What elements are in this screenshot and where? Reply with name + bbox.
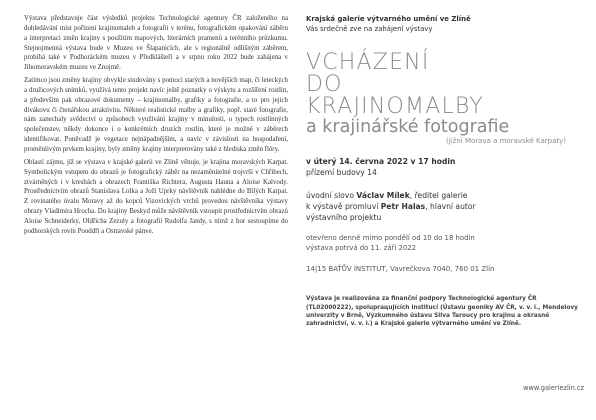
speaker-1-intro: úvodní slovo	[306, 191, 357, 200]
invitation-panel	[306, 14, 584, 329]
title-line-3: KRAJINOMALBY	[306, 94, 484, 119]
opening-hours	[306, 234, 584, 253]
gallery-name: Krajská galerie výtvarného umění ve Zlíně	[306, 15, 471, 23]
invite-text: Vás srdečně zve na zahájení výstavy	[306, 25, 433, 33]
funding-note: Výstava je realizována za finanční podpory Technologické agentury ČR (TL02000222), spoluprацujících institucí (Ústavu geoniky AV ČR, v. v. i., Mendelovy univerzity v Brně, Výzkumného ústavu Silva Taroucy pro krajinu a okrasné zahradnictví, v. v. i.) a Krajské galerie výtvarného umění ve Zlíně.	[306, 296, 578, 328]
exhibition-title	[306, 52, 584, 118]
hours-line-1: otevřeno denně mimo pondělí od 10 do 18 hodin	[306, 234, 475, 243]
speaker-2-line	[306, 202, 584, 213]
speaker-2-name: Petr Halas	[380, 201, 426, 211]
speaker-1-line	[306, 191, 584, 202]
speaker-1-name: Václav Mílek	[356, 191, 410, 200]
hours-line-2: výstava potrvá do 11. září 2022	[306, 243, 417, 252]
speakers	[306, 191, 584, 223]
paragraph-method: Zatímco jsou změny krajiny obvykle studovány s pomocí starých a novějších map, či leteckých a družicových snímků, využívá tento projekt navíc ještě poznatky o výskytu a rozšíření rostlin, a především pak obrazové dokumenty – krajinomalby, grafiky a fotografie, a to pro jejich divákovu či čtenářskou atraktivitu. Některé realistické malby a grafiky, popř. staré fotografie, nám zanechaly svědectví o způsobech využívání krajiny v minulosti, o typech rostlinných společenstev, někdy dokonce i o konkrétních druzích rostlin, které je možné v záběrech identifikovat. Poněvadž je vegetace nejnápadnějším, a navíc v závislosti na hospodaření, proměnlivým prvkem krajiny, byly změny krajiny interpretovány také z hlediska změn flóry.	[24, 77, 288, 153]
website-link[interactable]: www.galeriezlin.cz	[523, 384, 584, 392]
speaker-2-intro: k výstavě promluví	[306, 201, 381, 211]
paragraph-intro: Výstava představuje část výsledků projektu Technologické agentury ČR založeného na dohledávání míst pořízení krajinomaleb a fotografií v terénu, fotografickém opakování záběru a interpretaci změn krajiny s použitím mapových, literárních pramenů a terénního průzkumu. Stejnojmenná výstava bude v Muzeu ve Šlapanicích, ale s regionálně odlišným záběrem, probíhá také v Podhoráckém muzeu v Předklášteří a v srpnu roku 2022 bude zahájena v Jihomoravském muzeu ve Znojmě.	[24, 15, 288, 72]
exhibition-region: (jižní Morava a moravské Karpaty)	[446, 137, 566, 145]
speaker-1-role: , ředitel galerie	[409, 191, 468, 200]
title-line-2: DO	[306, 72, 343, 97]
exhibition-subtitle: a krajinářské fotografie	[306, 117, 510, 137]
speaker-2-role: , hlavní autor	[425, 201, 476, 211]
exhibition-description	[24, 14, 288, 240]
title-line-1: VCHÁZENÍ	[306, 50, 430, 75]
paragraph-region: Oblastí zájmu, jíž se výstava v krajské galerii ve Zlíně věnuje, je krajina moravských Karpat. Symbolickým vstupem do obrazů je fotografický záběr na nezaměnitelné trojvrší v Chřibech, ztvárněných i v kresbách a obrazech Františka Richtera, Augusta Hauna a Aloise Kalvody. Prostřednictvím obrazů Stanislava Lolka a Joži Uprky návštěvník nahlédne do Bílých Karpat. Z rovinatého úvalu Moravy až do kopců Vizovických vrchů provedou návštěvníka výstavy obrazy Vladimíra Hrocha. Do krajiny Beskyd může návštěvník vstoupit prostřednictvím obrazů Aloise Schneiderky, Oldřicha Zezuly a fotografií Rudolfa Jandy, s nímž z hor sestoupíme do podhorských rovin Pooddří a Ostravské pánve.	[24, 158, 288, 235]
venue-address: 14|15 BAŤŮV INSTITUT, Vavrečkova 7040, 760 01 Zlín	[306, 265, 495, 274]
opening-date: v úterý 14. června 2022 v 17 hodin	[306, 157, 456, 166]
opening-venue: přízemí budovy 14	[306, 168, 377, 177]
speaker-2-role-cont: výstavního projektu	[306, 212, 382, 222]
